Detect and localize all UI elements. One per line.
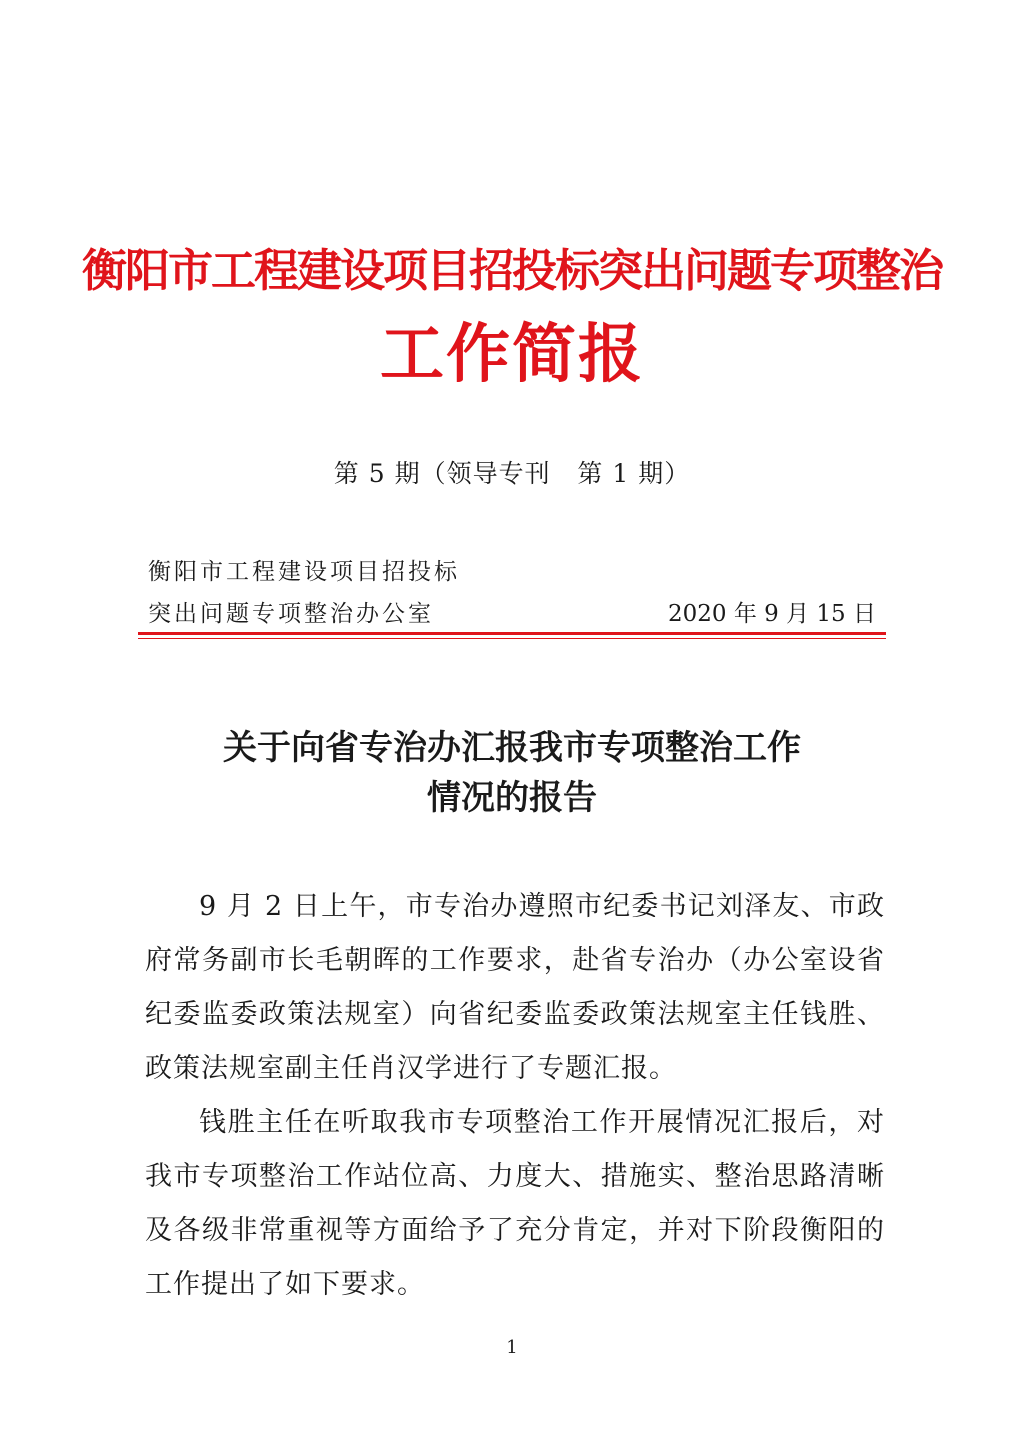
report-body [145, 880, 885, 1312]
body-paragraph-2: 钱胜主任在听取我市专项整治工作开展情况汇报后，对我市专项整治工作站位高、力度大、措施实、整治思路清晰及各级非常重视等方面给予了充分肯定，并对下阶段衡阳的工作提出了如下要求。 [145, 1107, 885, 1300]
issuer-line-2: 突出问题专项整治办公室 [148, 601, 434, 627]
issuer-line-1: 衡阳市工程建设项目招投标 [148, 559, 460, 585]
red-divider-thin [138, 638, 886, 639]
issue-date: 2020 年 9 月 15 日 [668, 601, 876, 627]
report-title-line-2: 情况的报告 [427, 778, 597, 818]
report-title-line-1: 关于向省专治办汇报我市专项整治工作 [223, 728, 801, 768]
page-number: 1 [506, 1337, 518, 1358]
body-paragraph-1: 9 月 2 日上午，市专治办遵照市纪委书记刘泽友、市政府常务副市长毛朝晖的工作要求，赴省专治办（办公室设省纪委监委政策法规室）向省纪委监委政策法规室主任钱胜、政策法规室副主任肖汉学进行了专题汇报。 [145, 891, 885, 1084]
masthead-subtitle: 工作简报 [380, 317, 644, 392]
red-divider-thick [138, 632, 886, 635]
issue-number: 第 5 期（领导专刊 第 1 期） [333, 459, 691, 488]
masthead-title: 衡阳市工程建设项目招投标突出问题专项整治 [81, 244, 942, 297]
